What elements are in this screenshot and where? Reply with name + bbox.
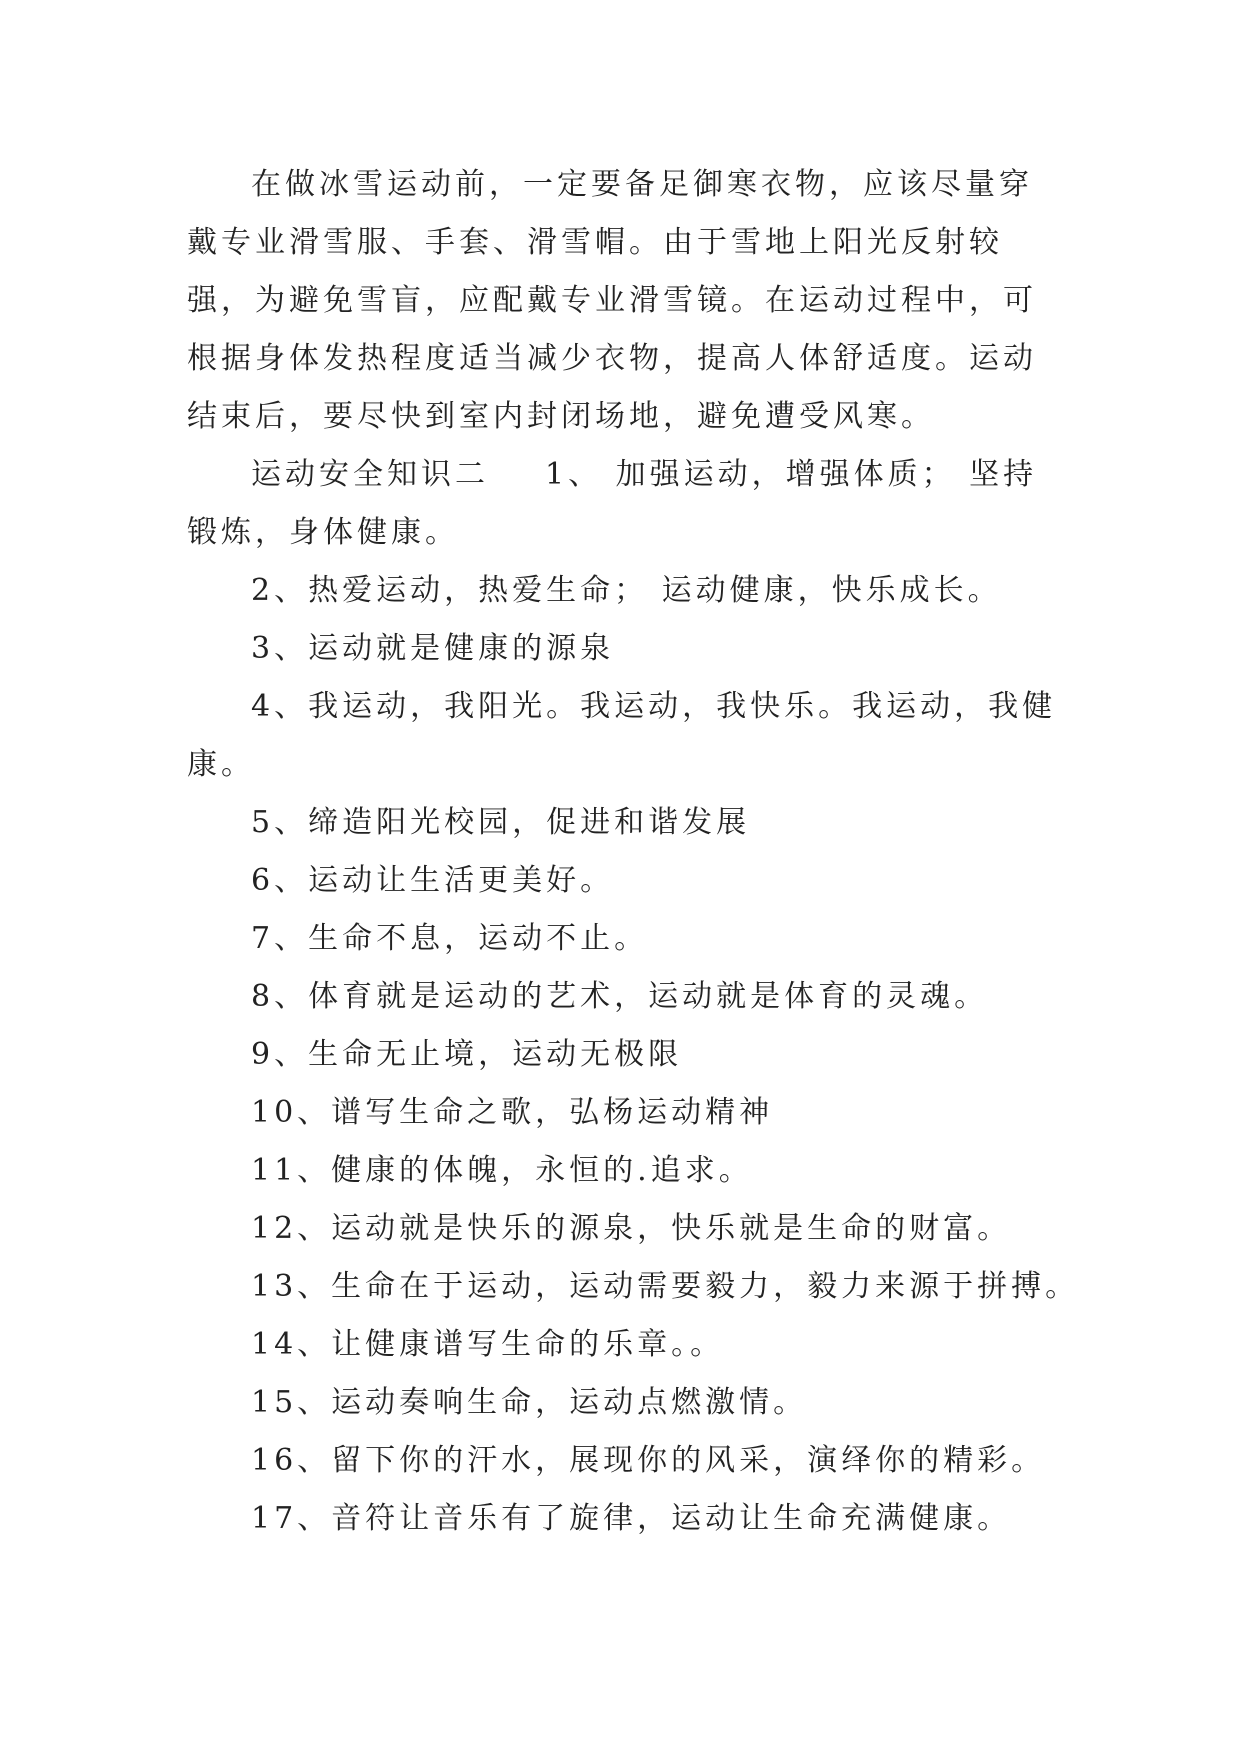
- slogan-item: 4、我运动，我阳光。我运动，我快乐。我运动，我健康。: [187, 689, 1057, 782]
- slogan-item: 12、运动就是快乐的源泉，快乐就是生命的财富。: [251, 1211, 1012, 1246]
- slogan-item: 2、热爱运动，热爱生命； 运动健康，快乐成长。: [251, 573, 1002, 608]
- slogan-item: 11、健康的体魄，永恒的.追求。: [251, 1153, 753, 1188]
- paragraph-safety-knowledge-two: [187, 446, 1057, 562]
- slogan-item: 3、运动就是健康的源泉: [251, 631, 615, 666]
- slogan-item: 13、生命在于运动，运动需要毅力，毅力来源于拼搏。: [251, 1269, 1080, 1304]
- paragraph-cold-weather-gear: 在做冰雪运动前，一定要备足御寒衣物，应该尽量穿戴专业滑雪服、手套、滑雪帽。由于雪地上阳光反射较强，为避免雪盲，应配戴专业滑雪镜。在运动过程中，可根据身体发热程度适当减少衣物，提高人体舒适度。运动结束后，要尽快到室内封闭场地，避免遭受风寒。: [187, 167, 1037, 434]
- slogan-item: 17、音符让音乐有了旋律，运动让生命充满健康。: [251, 1501, 1012, 1536]
- slogan-item: 8、体育就是运动的艺术，运动就是体育的灵魂。: [251, 979, 989, 1014]
- slogan-item: 6、运动让生活更美好。: [251, 863, 615, 898]
- slogan-item: 9、生命无止境，运动无极限: [251, 1037, 683, 1072]
- slogan-item: 16、留下你的汗水，展现你的风采，演绎你的精彩。: [251, 1443, 1046, 1478]
- document-body: [187, 156, 1080, 1548]
- slogan-item-1: 1、 加强运动，增强体质； 坚持锻炼，身体健康。: [187, 457, 1038, 550]
- slogan-item: 5、缔造阳光校园，促进和谐发展: [251, 805, 751, 840]
- slogan-item: 10、谱写生命之歌，弘杨运动精神: [251, 1095, 774, 1130]
- slogan-item: 15、运动奏响生命，运动点燃激情。: [251, 1385, 808, 1420]
- slogan-item: 7、生命不息，运动不止。: [251, 921, 649, 956]
- section-title: 运动安全知识二: [251, 457, 489, 492]
- slogan-item: 14、让健康谱写生命的乐章。。: [251, 1327, 725, 1362]
